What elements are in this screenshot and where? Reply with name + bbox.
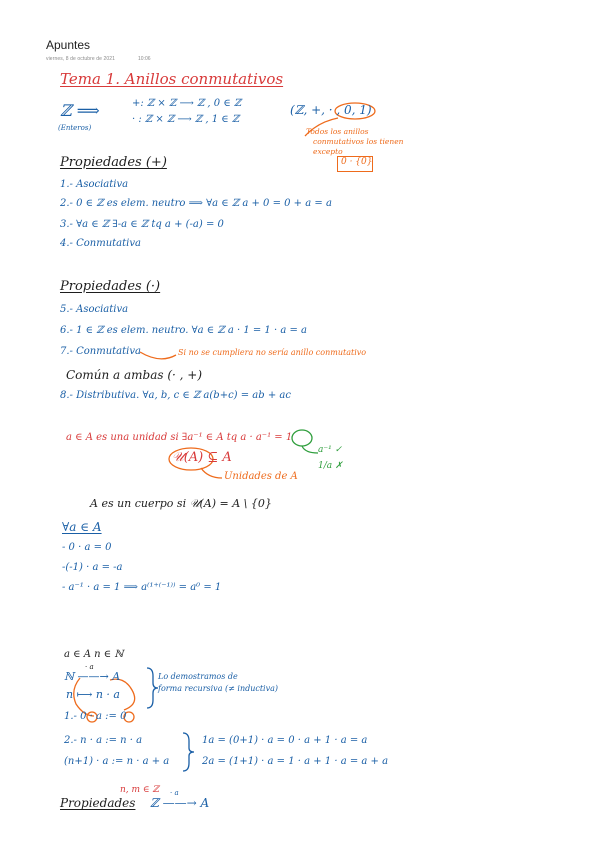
calc-brace [183,733,194,771]
nat-rec-1: 1.- 0 · a := 0 [64,711,127,722]
sum-prop-4: 4.- Conmutativa [60,238,141,249]
prod-prop-8: 8.- Distributiva. ∀a, b, c ∈ ℤ a(b+c) = ab + ac [60,390,291,401]
nat-map-2: n ⟼ n · a [66,688,120,701]
prod-prop-6: 6.- 1 ∈ ℤ es elem. neutro. ∀a ∈ ℤ a · 1 = 1 · a = a [60,325,307,336]
z-note-box-text: 0 · {0} [341,157,373,167]
forall-heading: ∀a ∈ A [62,520,102,534]
sum-prop-3: 3.- ∀a ∈ ℤ ∃-a ∈ ℤ tq a + (-a) = 0 [60,219,224,230]
prod-prop-7: 7.- Conmutativa [60,346,141,357]
unit-note: Unidades de A [224,471,298,482]
prod-heading: Propiedades (·) [60,279,161,294]
nat-calc-1: 1a = (0+1) · a = 0 · a + 1 · a = a [202,735,368,746]
common-label: Común a ambas (· , +) [66,368,203,382]
z-op-sum: +: ℤ × ℤ ⟶ ℤ , 0 ∈ ℤ [132,98,242,109]
nat-intro: a ∈ A n ∈ ℕ [64,649,124,660]
note-title: Tema 1. Anillos conmutativos [60,70,284,88]
sum-prop-2: 2.- 0 ∈ ℤ es elem. neutro ⟹ ∀a ∈ ℤ a + 0 = 0 + a = a [60,198,332,209]
unit-green-check: a⁻¹ ✓ [318,445,343,455]
forall-item-1: - 0 · a = 0 [62,542,112,553]
page-title: Apuntes [46,38,91,52]
z-symbol: ℤ ⟹ [60,101,100,120]
nat-rec-2: 2.- n · a := n · a [64,735,143,746]
sum-heading: Propiedades (+) [60,155,167,170]
forall-item-2: -(-1) · a = -a [62,562,123,573]
z-note-3: excepto [313,147,343,156]
z-op-prod: · : ℤ × ℤ ⟶ ℤ , 1 ∈ ℤ [132,114,240,125]
unit-set: 𝒰(A) ⊆ A [172,450,232,465]
page-time: 10:06 [138,56,151,62]
z-note-2: conmutativos los tienen [313,137,404,146]
last-map-label: · a [170,789,179,797]
green-arrow [302,446,318,453]
nat-calc-2: 2a = (1+1) · a = 1 · a + 1 · a = a + a [202,756,389,767]
last-heading: Propiedades [60,796,136,810]
unit-definition: a ∈ A es una unidad si ∃a⁻¹ ∈ A tq a · a⁻¹ = 1 [66,432,293,443]
prod-prop-5: 5.- Asociativa [60,304,129,315]
nat-brace-note-1: Lo demostramos de [158,672,238,681]
prod-prop-7-note: Si no se cumpliera no sería anillo conmutativo [178,348,367,357]
nat-map1-label: · a [85,663,94,671]
field-definition: A es un cuerpo si 𝒰(A) = A \ {0} [90,497,272,510]
unit-arrow [201,468,222,478]
z-caption: (Enteros) [58,124,92,132]
page-date: viernes, 8 de octubre de 2021 [46,56,116,62]
nat-brace-note-2: forma recursiva (≠ inductiva) [158,684,279,693]
green-circle [292,430,312,446]
z-tuple: (ℤ, +, · , 0, 1) [290,103,372,117]
sum-prop-1: 1.- Asociativa [60,179,129,190]
nat-map-1: ℕ ——→ A [64,670,121,683]
p7-arrow [140,352,176,359]
nat-brace [147,668,158,708]
forall-item-3: - a⁻¹ · a = 1 ⟹ a⁽¹⁺⁽⁻¹⁾⁾ = a⁰ = 1 [62,582,222,593]
last-over-label: n, m ∈ ℤ [120,785,160,795]
unit-green-cross: 1/a ✗ [318,461,343,471]
z-note-1: Todos los anillos [306,127,369,136]
nat-rec-3: (n+1) · a := n · a + a [64,756,170,767]
last-map: ℤ ——→ A [150,796,210,810]
